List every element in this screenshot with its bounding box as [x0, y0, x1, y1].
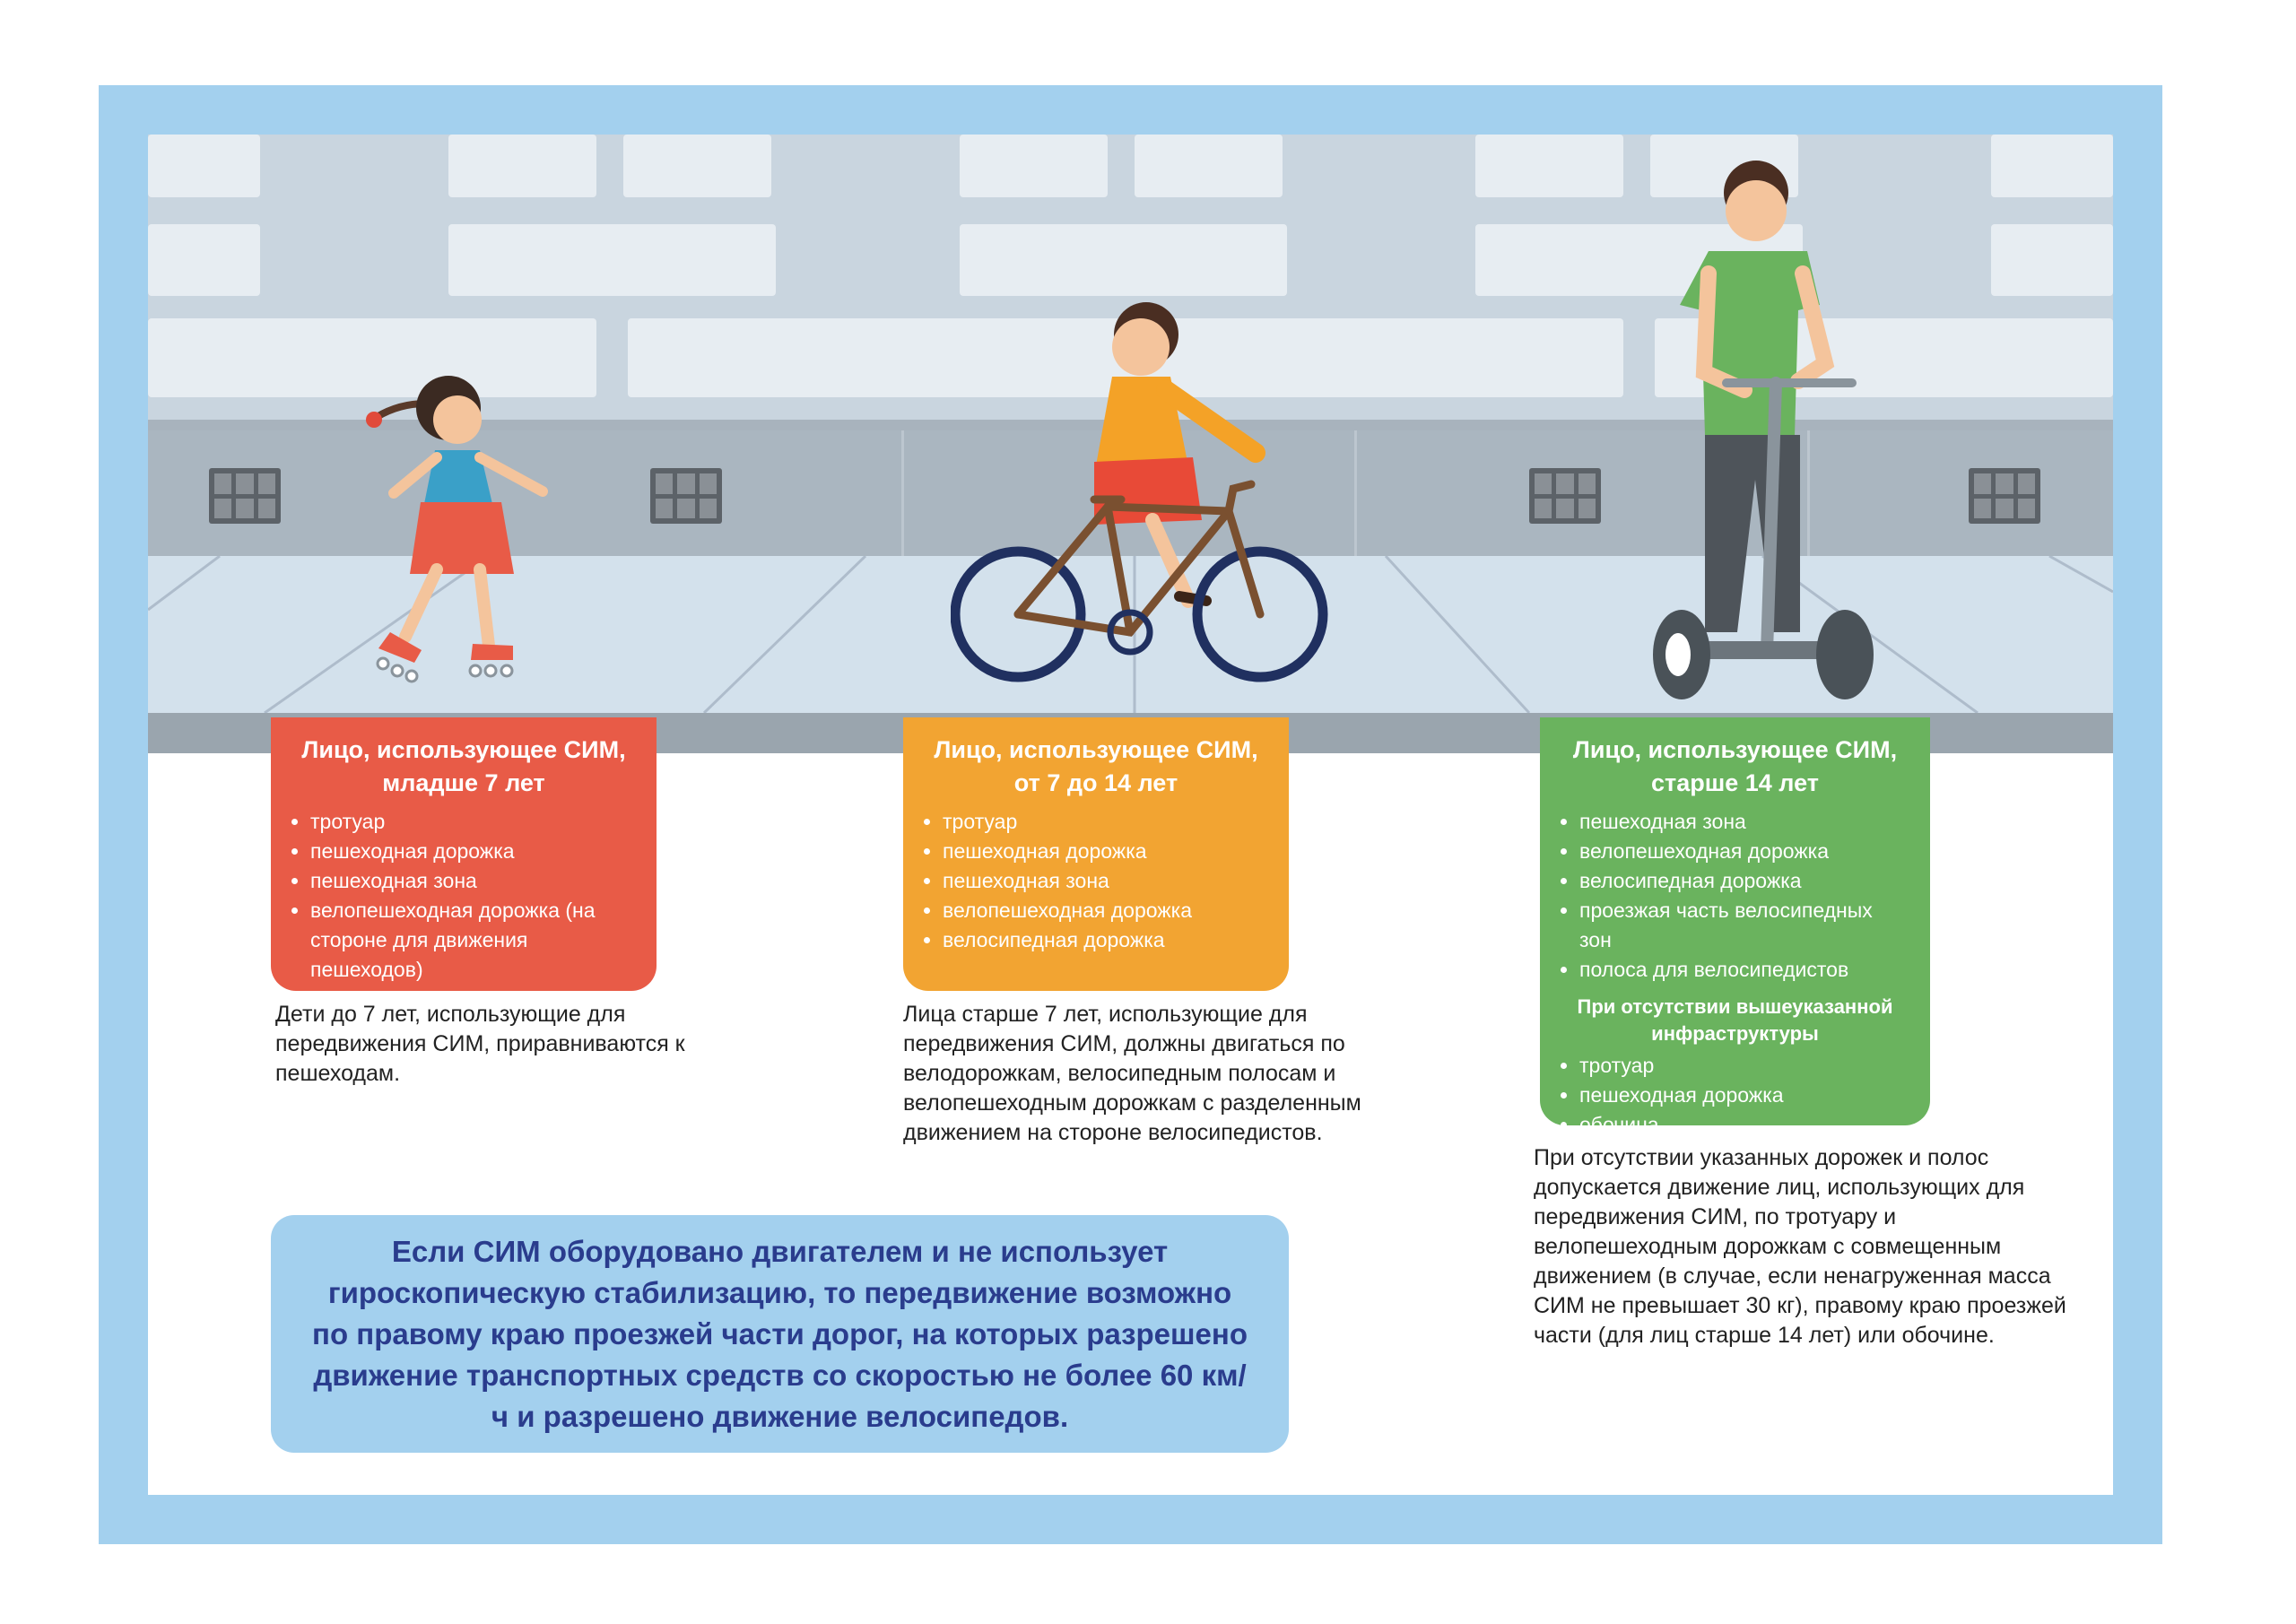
card-7-to-14: [903, 717, 1289, 991]
card-subheading: При отсутствии вышеуказанной инфраструктуры: [1577, 995, 1893, 1045]
list-item: • обочина: [1579, 1110, 1909, 1140]
girl-on-rollerskates: [363, 368, 570, 717]
vent-icon: [1969, 468, 2040, 524]
list-item: • тротуар: [1579, 1051, 1909, 1081]
list-item: • пешеходная дорожка: [943, 837, 1267, 866]
vent-icon: [1529, 468, 1601, 524]
list-item: • пешеходная дорожка: [1579, 1081, 1909, 1110]
note-over-14: При отсутствии указанных дорожек и полос допускается движение лиц, использующих для передвижения СИМ, по тротуару и велопешеходным дорожкам с совмещенным движением (в случае, если ненагруженная масса СИМ не превышает 30 кг), правому краю проезжей части (для лиц старше 14 лет) или обочине.: [1534, 1145, 2066, 1348]
allowed-zones-list: [292, 807, 635, 985]
allowed-zones-list: [1561, 807, 1909, 985]
list-item: • велопешеходная дорожка (на стороне для движения пешеходов): [310, 896, 635, 985]
list-item: • велопешеходная дорожка: [1579, 837, 1909, 866]
list-item: • проезжая часть велосипедных зон: [1579, 896, 1909, 955]
card-title: Лицо, использующее СИМ, младше 7 лет: [301, 736, 626, 796]
street-scene: [148, 135, 2113, 753]
note-7-to-14: Лица старше 7 лет, использующие для передвижения СИМ, должны двигаться по велодорожкам, велосипедным полосам и велопешеходным дорожкам с разделенным движением на стороне велосипедистов.: [903, 1002, 1361, 1145]
list-item: • полоса для велосипедистов: [1579, 955, 1909, 985]
motorized-sim-info-box: [271, 1215, 1289, 1453]
info-box-text: Если СИМ оборудовано двигателем и не использует гироскопическую стабилизацию, то передвижение возможно по правому краю проезжей части дорог, на которых разрешено движение транспортных средств со скоростью не более 60 км/ч и разрешено движение велосипедов.: [312, 1234, 1248, 1433]
vent-icon: [209, 468, 281, 524]
list-item: • пешеходная дорожка: [310, 837, 635, 866]
list-item: • велопешеходная дорожка: [943, 896, 1267, 925]
list-item: • велосипедная дорожка: [943, 925, 1267, 955]
man-on-segway: [1619, 148, 1888, 731]
card-title: Лицо, использующее СИМ, от 7 до 14 лет: [934, 736, 1258, 796]
list-item: • тротуар: [310, 807, 635, 837]
vent-icon: [650, 468, 722, 524]
card-over-14: [1540, 717, 1930, 1136]
card-title: Лицо, использующее СИМ, старше 14 лет: [1572, 736, 1898, 796]
list-item: • пешеходная зона: [310, 866, 635, 896]
list-item: • пешеходная зона: [943, 866, 1267, 896]
fallback-zones-list: [1561, 1051, 1909, 1140]
list-item: • тротуар: [943, 807, 1267, 837]
allowed-zones-list: [925, 807, 1267, 955]
list-item: • велосипедная дорожка: [1579, 866, 1909, 896]
infographic-panel: [148, 135, 2113, 1495]
boy-on-bicycle: [951, 265, 1336, 794]
card-under-7: [271, 717, 657, 991]
note-under-7: Дети до 7 лет, использующие для передвижения СИМ, приравниваются к пешеходам.: [275, 1002, 685, 1086]
list-item: • пешеходная зона: [1579, 807, 1909, 837]
